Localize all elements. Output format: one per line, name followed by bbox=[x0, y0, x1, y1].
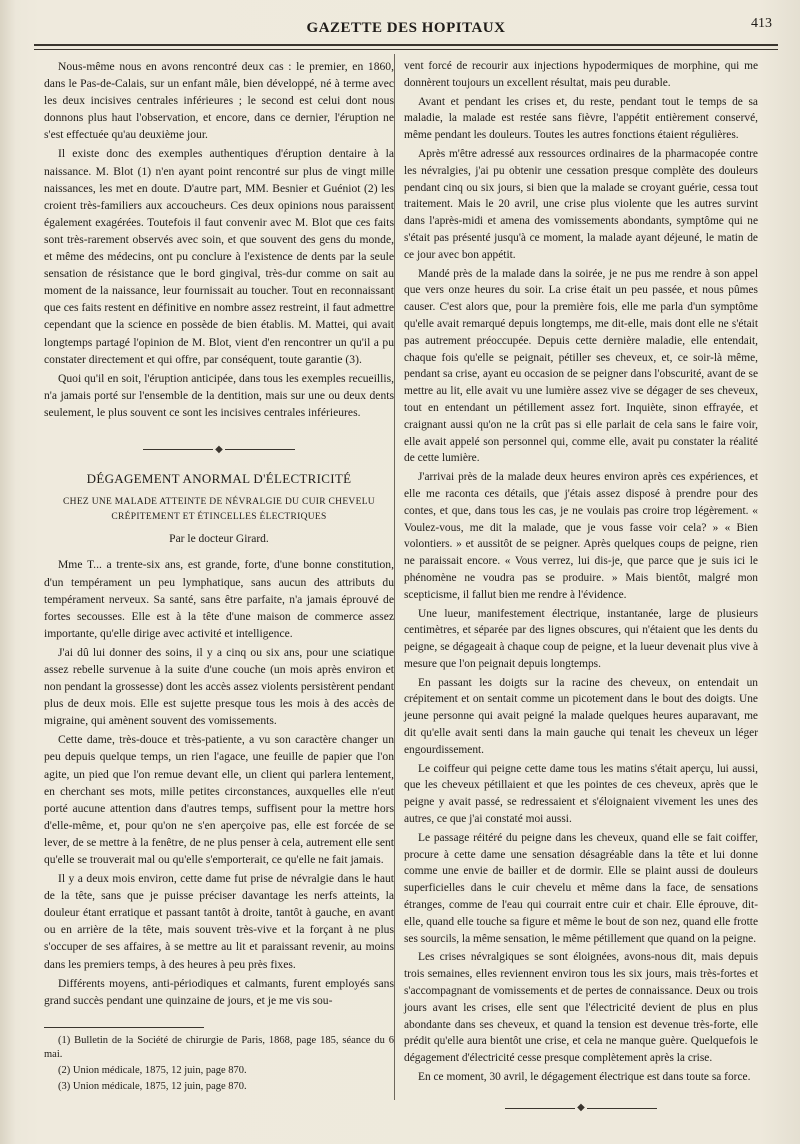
paragraph: Avant et pendant les crises et, du reste, pendant tout le temps de sa maladie, la malade est restée sans fièvre, l'appétit entièrement conservé, même pendant les douleurs. Toutes les autres fonctions étaient régulières. bbox=[404, 95, 758, 142]
article-subtitle-line2: CRÉPITEMENT ET ÉTINCELLES ÉLECTRIQUES bbox=[111, 512, 327, 523]
paragraph: Le coiffeur qui peigne cette dame tous les matins s'était aperçu, lui aussi, que les cheveux pétillaient et que les pointes de ces cheveux, après que le peigne y avait passé, se redressaient et s'éloignaient vivement les unes des autres, ce que j'ai constaté moi aussi. bbox=[404, 762, 758, 826]
footnote: (3) Union médicale, 1875, 12 juin, page 870. bbox=[58, 1080, 247, 1092]
article-title: DÉGAGEMENT ANORMAL D'ÉLECTRICITÉ bbox=[86, 471, 352, 487]
ornament-icon: ◆ bbox=[577, 1101, 585, 1113]
right-column bbox=[404, 58, 758, 1117]
footnote-rule bbox=[44, 1027, 204, 1028]
paragraph: vent forcé de recourir aux injections hypodermiques de morphine, qui me donnèrent toujours un excellent résultat, mais peu durable. bbox=[404, 60, 758, 89]
article-author: Par le docteur Girard. bbox=[169, 533, 269, 546]
paragraph: Une lueur, manifestement électrique, instantanée, large de plusieurs centimètres, et séparée par des lignes obscures, qui n'étaient que les dents du peigne, se dégageait à chaque coup de peigne, et la lueur devenait plus vive à mesure que l'on peignait depuis longtemps. bbox=[404, 607, 758, 670]
journal-title: GAZETTE DES HOPITAUX bbox=[306, 20, 506, 36]
paragraph: J'ai dû lui donner des soins, il y a cinq ou six ans, pour une sciatique assez rebelle survenue à la suite d'une couche (un mois après environ et non pendant la grossesse) dont les accès assez violents persistèrent pendant plus de deux mois. Elle est sujette presque tous les mois à des accès de migraine, qui amènent souvent des vomissements. bbox=[44, 645, 394, 728]
paragraph: J'arrivai près de la malade deux heures environ après ces expériences, et elle me raconta ces détails, que j'étais assez disposé à prendre pour des contes, et que, dans tous les cas, je ne voulais pas croire trop légèrement. « Voulez-vous, me dit la malade, que je vous fasse voir cela? » « Bien volontiers. » et aussitôt de se peigner. Après quelques coups de peigne, rien ne paraissait encore. « Vous verrez, lui dis-je, que parce que je suis ici le phénomène ne voudra pas se produire. » Mais bientôt, malgré mon scepticisme, il fallut bien me rendre à l'évidence. bbox=[404, 471, 758, 601]
paragraph: Il existe donc des exemples authentiques d'éruption dentaire à la naissance. M. Blot (1) n'en ayant point rencontré sur plus de vingt mille naissances, les met en doute. D'autre part, MM. Besnier et Guéniot (2) les croient très-familiers aux accoucheurs. Ces deux opinions nous paraissent également exagérées. Toutefois il faut convenir avec M. Blot que ces faits sont très-rarement observés avec soin, et que souvent des gens du monde, et même des médecins, ont pu conclure à l'existence de dents par la seule sensation de résistance que le bord gingival, très-dur comme on sait au moment de la naissance, leur fournissait au toucher. Tout en reconnaissant que ces faits restent en définitive en nombre assez restreint, il faut admettre cependant que la science en possède de bien établis. M. Mattei, qui avait longtemps partagé l'opinion de M. Blot, vient d'en rencontrer un qu'il a pu constater directement et qui offre, par conséquent, toute garantie (3). bbox=[44, 147, 394, 366]
article-subtitle-line1: CHEZ UNE MALADE ATTEINTE DE NÉVRALGIE DU CUIR CHEVELU bbox=[63, 497, 375, 508]
article-subtitle bbox=[44, 495, 394, 525]
paragraph: Quoi qu'il en soit, l'éruption anticipée, dans tous les exemples recueillis, n'a jamais porté sur l'ensemble de la dentition, mais sur une ou deux dents seulement, le plus souvent ce sont les incisives centrales inférieures. bbox=[44, 371, 394, 419]
footnote: (1) Bulletin de la Société de chirurgie de Paris, 1868, page 185, séance du 6 mai. bbox=[44, 1034, 394, 1060]
paragraph: En ce moment, 30 avril, le dégagement électrique est dans toute sa force. bbox=[418, 1071, 751, 1084]
paragraph: Nous-même nous en avons rencontré deux cas : le premier, en 1860, dans le Pas-de-Calais, sur un enfant mâle, bien développé, né à terme avec les deux incisives centrales inférieures ; le second est celui dont nous donnons plus haut l'observation, et encore, dans ce dernier, l'éruption ne s'est effectuée qu'au deuxième jour. bbox=[44, 60, 394, 142]
paragraph: Mandé près de la malade dans la soirée, je ne pus me rendre à son appel que vers onze heures du soir. La crise était un peu passée, et nous pûmes causer. C'est alors que, pour la première fois, elle me parla d'un symptôme qu'elle avait remarqué depuis longtemps, me dit-elle, mais dont elle ne s'était pas autrement préoccupée. Depuis cette dernière maladie, elle entendait, chaque fois qu'elle se peignait, pétiller ses cheveux, et, ce soir-là même, pendant sa crise, ayant eu occasion de se peigner dans l'obscurité, avant de se mettre au lit, elle avait vu une lumière assez vive se dégager de ses cheveux, tout en entendant un pétillement assez fort. Inquiète, sinon effrayée, et craignant aussi qu'on ne la crût pas si elle parlait de cela sans le faire voir, elle avait appelé son personnel qui, comme elle, avait pu constater la réalité de cette lumière. bbox=[404, 267, 758, 465]
paragraph: Cette dame, très-douce et très-patiente, a vu son caractère changer un peu depuis quelque temps, un rien l'agace, une feuille de papier que l'on agite, un pied que l'on remue devant elle, un client qui parlera lentement, en cherchant ses mots, mille petites circonstances, auxquelles elle n'eut porté aucune attention dans d'autres temps, suffisent pour la mettre hors d'elle-même, et, pour qu'on ne s'en aperçoive pas, elle est forcée de se lever, de se mettre à la fenêtre, de ne plus penser à cela, autrement elle sent qu'elle se trouverait mal ou qu'elle s'emporterait, ce qu'elle ne fait jamais. bbox=[44, 733, 394, 866]
paragraph: Le passage réitéré du peigne dans les cheveux, quand elle se fait coiffer, procure à cette dame une sensation désagréable dans la tête et lui donne comme une envie de bailler et de dormir. Elle se plaint aussi de douleurs superficielles dans le cuir chevelu et même dans la face, de sensations étranges, comme de l'eau qui courrait entre cuir et chair. Elle éprouve, dit-elle, quand elle touche sa figure et même le bout de son nez, quand elle frotte ses sourcils, la même sensation, le même pétillement que quand on la peigne. bbox=[404, 831, 758, 945]
paragraph: Différents moyens, anti-périodiques et calmants, furent employés sans grand succès pendant une quinzaine de jours, et je me vis sou- bbox=[44, 976, 394, 1007]
paragraph: Les crises névralgiques se sont éloignées, avons-nous dit, mais depuis trois semaines, elles reviennent environ tous les six jours, mais très-fortes et s'accompagnant de vomissements et de pertes de connaissance. Deux ou trois jours avant les crises, elle sent que l'électricité devient de plus en plus abondante dans ses cheveux, et quand la tension est devenue très-forte, elle prédit qu'elle aura bientôt une crise, et cela ne manque guère. Quelquefois le dégagement d'électricité cesse presque complètement après la crise. bbox=[404, 951, 758, 1065]
ornament-icon: ◆ bbox=[215, 444, 223, 456]
paragraph: En passant les doigts sur la racine des cheveux, on entendait un crépitement et on sentait comme un picotement dans le bout des doigts. Une jeune personne qui avait peigné la malade quelques heures auparavant, me dit qu'elle avait senti dans la main gauche qui tenait les cheveux un léger engourdissement. bbox=[404, 676, 758, 756]
left-column bbox=[44, 58, 394, 1096]
header-rule-thin bbox=[34, 49, 778, 50]
header-rule-thick bbox=[34, 44, 778, 46]
paragraph: Après m'être adressé aux ressources ordinaires de la pharmacopée contre les névralgies, j'ai pu obtenir une cessation presque complète des douleurs pendant cinq ou six jours, si bien que la malade se croyant guérie, cessa tout traitement. Mais le 20 avril, une crise plus violente que les autres survint dans l'après-midi et amena des vomissements abondants, symptôme qui ne s'était pas présenté jusqu'à ce moment, la malade ayant déjeuné, le matin de ce jour avec bon appétit. bbox=[404, 147, 758, 261]
page-header bbox=[34, 14, 778, 46]
paragraph: Il y a deux mois environ, cette dame fut prise de névralgie dans le haut de la tête, sans que je puisse préciser davantage les nerfs atteints, la douleur étant erratique et passant tantôt à droite, tantôt à gauche, en avant ou en arrière de la tête, mais souvent très-vive et la forçant à ne plus s'occuper de ses affaires, à se mettre au lit et paraissant revenir, au moins dans les premiers temps, à des heures à peu près fixes. bbox=[44, 872, 394, 971]
section-separator-end bbox=[404, 1100, 758, 1118]
page-number: 413 bbox=[751, 16, 772, 31]
column-divider bbox=[394, 54, 395, 1100]
section-separator bbox=[44, 441, 394, 458]
paragraph: Mme T... a trente-six ans, est grande, forte, d'une bonne constitution, d'un tempérament un peu lymphatique, sans aucun des attributs du tempérament nerveux. Sa santé, sans être parfaite, n'a jamais éprouvé de fortes secousses. Elle est à la tête d'une maison de commerce assez importante, qu'elle dirige avec activité et intelligence. bbox=[44, 558, 394, 640]
footnote: (2) Union médicale, 1875, 12 juin, page 870. bbox=[58, 1064, 247, 1076]
